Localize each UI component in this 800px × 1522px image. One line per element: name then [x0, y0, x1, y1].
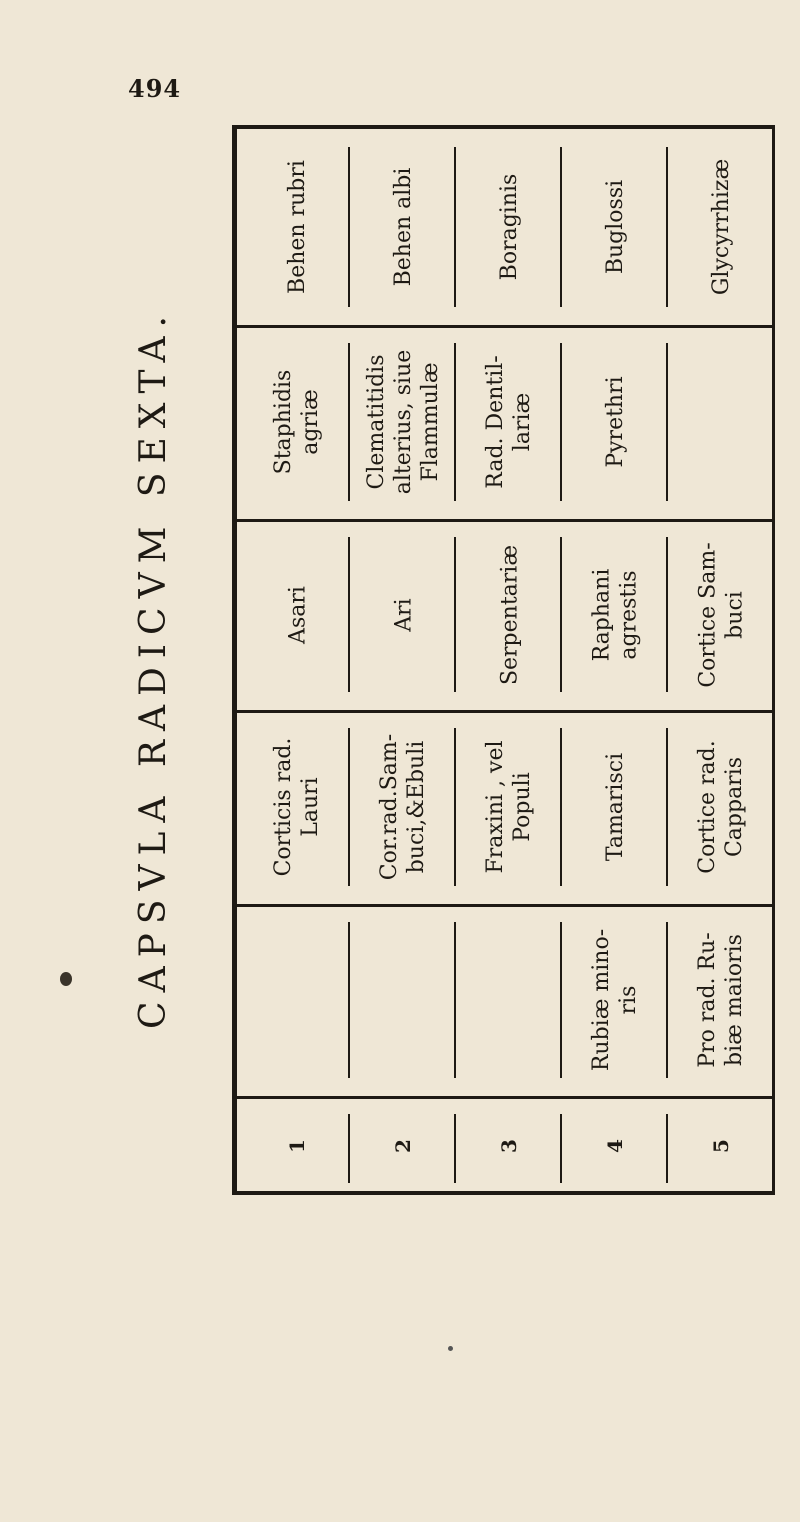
table-cell [355, 524, 451, 705]
cell-line: Fraxini , vel [483, 740, 508, 874]
cell-line: agrestis [616, 569, 641, 660]
cell-line: Rad. Dentil- [483, 355, 508, 489]
cell-line: Behen rubri [284, 160, 310, 294]
column-rule [666, 922, 668, 1078]
cell-line: Boraginis [496, 173, 522, 281]
cell-line: Lauri [298, 777, 323, 837]
column-rule [454, 147, 456, 307]
cell-line: Asari [284, 585, 310, 644]
row-number: 5 [709, 1138, 733, 1153]
ornament-bullet [60, 972, 72, 986]
cell-line: Cor.rad.Sam- [377, 733, 402, 881]
cell-line: Rubiæ mino- [589, 928, 614, 1072]
table-cell [355, 715, 451, 899]
cell-line: Clematitidis [363, 354, 389, 490]
table-rule [237, 710, 772, 713]
column-rule [348, 537, 350, 692]
row-number: 3 [497, 1138, 521, 1153]
cell-line: buci,&Ebuli [404, 740, 429, 874]
column-rule [666, 728, 668, 886]
table-cell [461, 524, 557, 705]
cell-line: Pro rad. Ru- [695, 932, 720, 1068]
table-cell [461, 715, 557, 899]
table-cell [355, 330, 451, 514]
column-rule [454, 1114, 456, 1183]
column-rule [560, 343, 562, 501]
cell-line: ris [616, 985, 641, 1015]
table-cell [355, 909, 451, 1091]
cell-line: alterius, siue [390, 349, 416, 495]
column-rule [560, 1114, 562, 1183]
column-rule [560, 728, 562, 886]
column-rule [348, 147, 350, 307]
table-cell [249, 715, 345, 899]
table-rule [237, 325, 772, 328]
cell-line: Corticis rad. [271, 737, 296, 877]
cell-line: Tamarisci [602, 752, 628, 862]
cell-line: Buglossi [602, 179, 628, 275]
column-rule [348, 1114, 350, 1183]
table-cell [567, 715, 663, 899]
column-rule [454, 728, 456, 886]
cell-line: agriæ [298, 389, 323, 455]
cell-line: Pyrethri [602, 376, 628, 468]
remedies-table [232, 125, 775, 1195]
row-number: 4 [603, 1138, 627, 1153]
cell-line: biæ maioris [722, 934, 747, 1066]
table-cell [567, 524, 663, 705]
table-rule [237, 1096, 772, 1099]
table-cell [567, 134, 663, 320]
running-title: CAPSVLA RADICVM SEXTA. [133, 307, 174, 1029]
cell-line: Raphani [589, 568, 614, 661]
table-cell [673, 909, 769, 1091]
table-cell [567, 909, 663, 1091]
column-rule [560, 147, 562, 307]
table-cell [249, 134, 345, 320]
row-number: 1 [285, 1138, 309, 1153]
table-rule [237, 519, 772, 522]
table-cell [461, 330, 557, 514]
table-cell [673, 330, 769, 514]
table-rule [237, 904, 772, 907]
column-rule [666, 343, 668, 501]
column-rule [666, 537, 668, 692]
table-cell [673, 134, 769, 320]
table-cell [249, 330, 345, 514]
page-number: 494 [128, 74, 182, 103]
column-rule [348, 922, 350, 1078]
cell-line: Behen albi [390, 167, 416, 287]
table-cell [461, 909, 557, 1091]
cell-line: lariæ [510, 392, 535, 452]
cell-line: Ari [390, 597, 416, 632]
column-rule [348, 728, 350, 886]
table-cell [355, 134, 451, 320]
row-number: 2 [391, 1138, 415, 1153]
column-rule [560, 922, 562, 1078]
cell-line: Cortice Sam- [695, 541, 720, 688]
column-rule [454, 922, 456, 1078]
cell-line: Staphidis [271, 369, 296, 475]
cell-line: buci [722, 590, 747, 639]
column-rule [454, 537, 456, 692]
cell-line: Serpentariæ [496, 544, 522, 685]
column-rule [454, 343, 456, 501]
column-rule [348, 343, 350, 501]
cell-line: Glycyrrhizæ [708, 158, 734, 296]
cell-line: Cortice rad. [695, 740, 720, 874]
table-cell [567, 330, 663, 514]
cell-line: Populi [510, 772, 535, 842]
cell-line: Flammulæ [417, 362, 443, 482]
table-cell [673, 715, 769, 899]
column-rule [666, 1114, 668, 1183]
ink-speck [448, 1346, 453, 1351]
table-cell [461, 134, 557, 320]
table-cell [249, 909, 345, 1091]
table-cell [249, 524, 345, 705]
cell-line: Capparis [722, 756, 747, 858]
table-cell [673, 524, 769, 705]
column-rule [666, 147, 668, 307]
column-rule [560, 537, 562, 692]
